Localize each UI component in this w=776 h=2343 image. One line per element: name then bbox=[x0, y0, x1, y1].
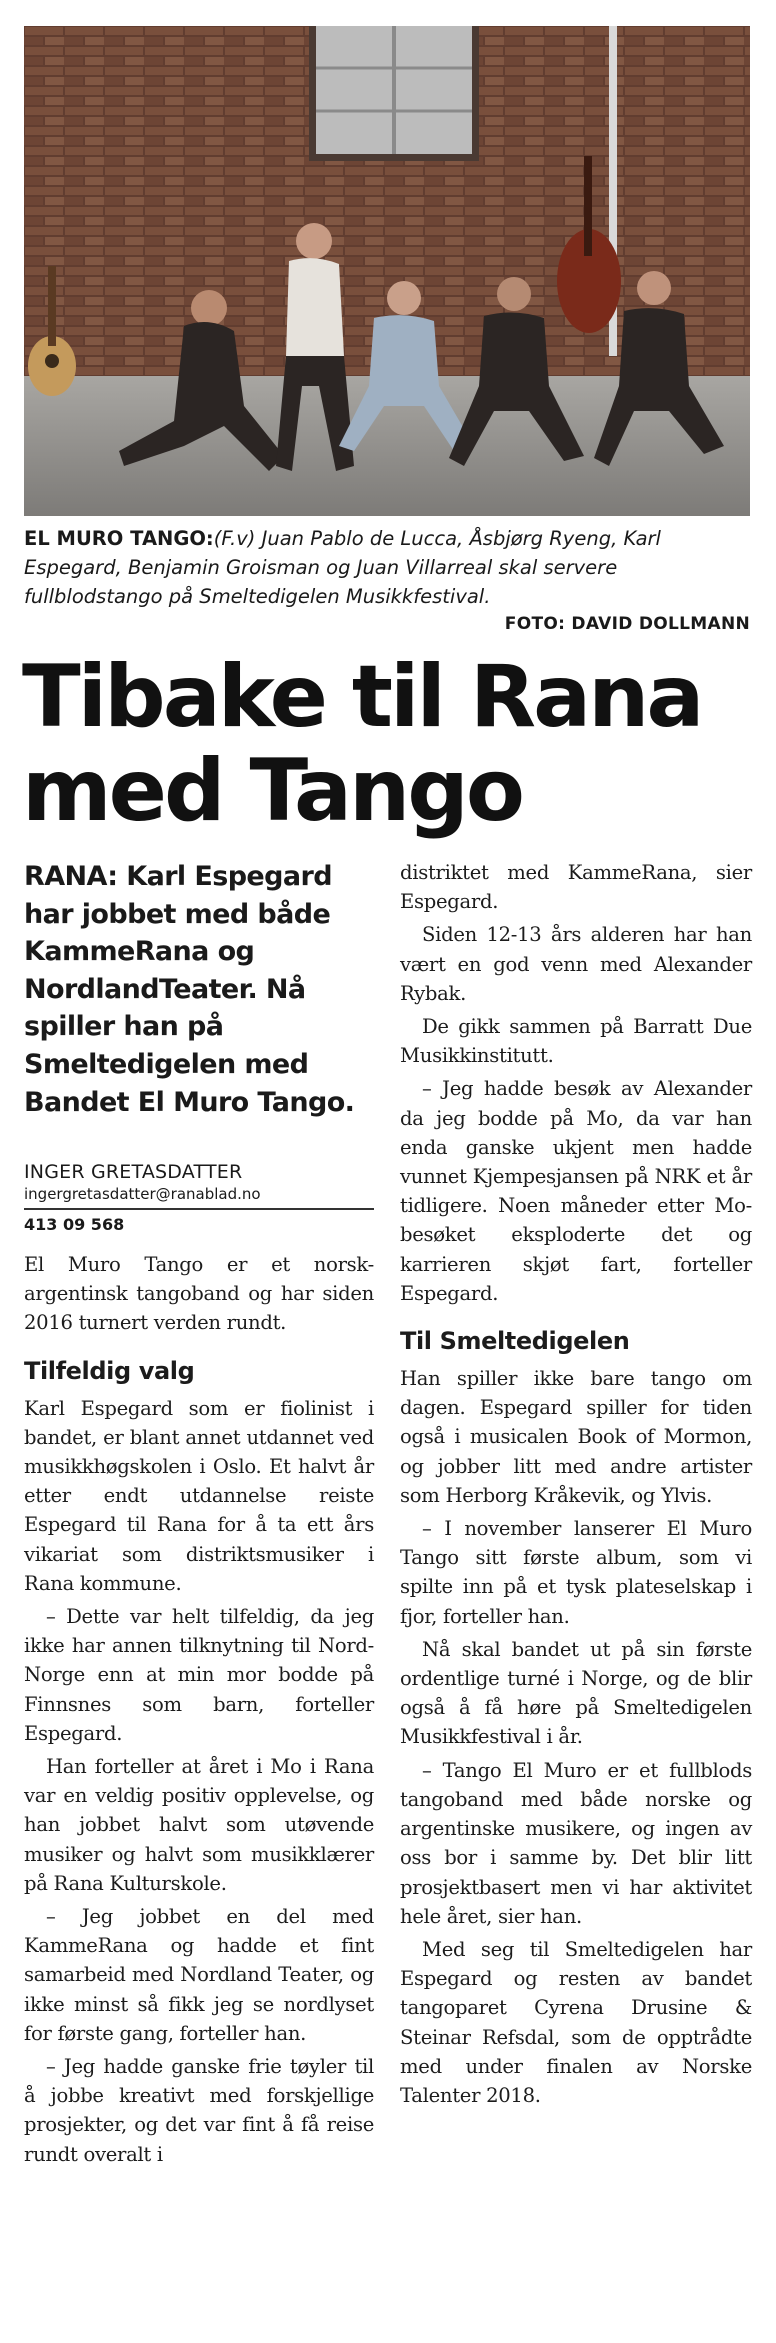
body-paragraph: Med seg til Smeltedigelen har Espegard og resten av bandet tangoparet Cyrena Drusine & Steinar Refsdal, som de opptrådte med under finalen av Norske Talenter 2018. bbox=[400, 1937, 752, 2107]
body-paragraph: distriktet med KammeRana, sier Espegard. bbox=[400, 861, 752, 914]
body-paragraph: – Jeg hadde besøk av Alexander da jeg bodde på Mo, da var han enda ganske ukjent men hadde vunnet Kjempesjansen på NRK et år tidligere. Noen måneder etter Mo-besøket eksploderte det og karrieren skjøt fart, forteller Espegard. bbox=[400, 1077, 752, 1305]
body-paragraph: Karl Espegard som er fiolinist i bandet, er blant annet utdannet ved musikkhøgskolen i Oslo. Et halvt år etter endt utdannelse reiste Espegard til Rana for å ta ett års vikariat som distriktsmusiker i Rana kommune. bbox=[24, 1396, 374, 1595]
body-paragraph: Nå skal bandet ut på sin første ordentlige turné i Norge, og de blir også å få høre på Smeltedigelen Musikkfestival i år. bbox=[400, 1637, 752, 1749]
byline-rule bbox=[24, 1208, 374, 1210]
body-paragraph: – Dette var helt tilfeldig, da jeg ikke har annen tilknytning til Nord-Norge enn at min mor bodde på Finnsnes som barn, forteller Espegard. bbox=[24, 1605, 374, 1745]
headline bbox=[22, 647, 762, 841]
subhead-tilfeldig-valg: Tilfeldig valg bbox=[24, 1356, 195, 1385]
body-paragraph: – I november lanserer El Muro Tango sitt første album, som vi spilte inn på et tysk plateselskap i fjor, forteller han. bbox=[400, 1517, 752, 1628]
caption-kicker: EL MURO TANGO: bbox=[24, 527, 214, 550]
headline-line-2: med Tango bbox=[22, 741, 522, 841]
caption-text: (F.v) Juan Pablo de Lucca, Åsbjørg Ryeng, Karl Espegard, Benjamin Groisman og Juan Villarreal skal servere fullblodstango på Smeltedigelen Musikkfestival. bbox=[24, 527, 661, 608]
body-paragraph: El Muro Tango er et norsk-argentinsk tangoband og har siden 2016 turnert verden rundt. bbox=[24, 1253, 374, 1335]
byline bbox=[24, 1160, 374, 1236]
article-body-left bbox=[24, 1250, 374, 2169]
author-email[interactable]: ingergretasdatter@ranablad.no bbox=[24, 1185, 261, 1203]
band-photo bbox=[24, 26, 750, 516]
body-paragraph: Han spiller ikke bare tango om dagen. Espegard spiller for tiden også i musicalen Book of Mormon, og jobber litt med andre artister som Herborg Kråkevik, og Ylvis. bbox=[400, 1367, 752, 1507]
body-paragraph: – Jeg hadde ganske frie tøyler til å jobbe kreativt med forskjellige prosjekter, og det var fint å få reise rundt overalt i bbox=[24, 2055, 374, 2166]
body-paragraph: De gikk sammen på Barratt Due Musikkinstitutt. bbox=[400, 1015, 752, 1068]
headline-line-1: Tibake til Rana bbox=[22, 647, 702, 747]
body-paragraph: – Tango El Muro er et fullblods tangoband med både norske og argentinske musikere, og ingen av oss bor i samme by. Det blir litt prosjektbasert men vi har aktivitet hele året, sier han. bbox=[400, 1758, 752, 1928]
photo-caption bbox=[24, 524, 750, 611]
band-photo-illustration bbox=[24, 26, 750, 516]
article-body-right bbox=[400, 858, 752, 2110]
author-phone: 413 09 568 bbox=[24, 1215, 125, 1234]
body-paragraph: Han forteller at året i Mo i Rana var en veldig positiv opplevelse, og han jobbet halvt som utøvende musiker og halvt som musikklærer på Rana Kulturskole. bbox=[24, 1755, 374, 1895]
photo-credit: FOTO: DAVID DOLLMANN bbox=[504, 614, 750, 634]
lead-paragraph: RANA: Karl Espegard har jobbet med både KammeRana og NordlandTeater. Nå spiller han på Smeltedigelen med Bandet El Muro Tango. bbox=[24, 861, 355, 1118]
body-paragraph: – Jeg jobbet en del med KammeRana og hadde et fint samarbeid med Nordland Teater, og ikke minst så fikk jeg se nordlyset for første gang, forteller han. bbox=[24, 1905, 374, 2045]
body-paragraph: Siden 12-13 års alderen har han vært en god venn med Alexander Rybak. bbox=[400, 923, 752, 1005]
subhead-til-smeltedigelen: Til Smeltedigelen bbox=[400, 1327, 630, 1356]
author-name: INGER GRETASDATTER bbox=[24, 1161, 243, 1183]
